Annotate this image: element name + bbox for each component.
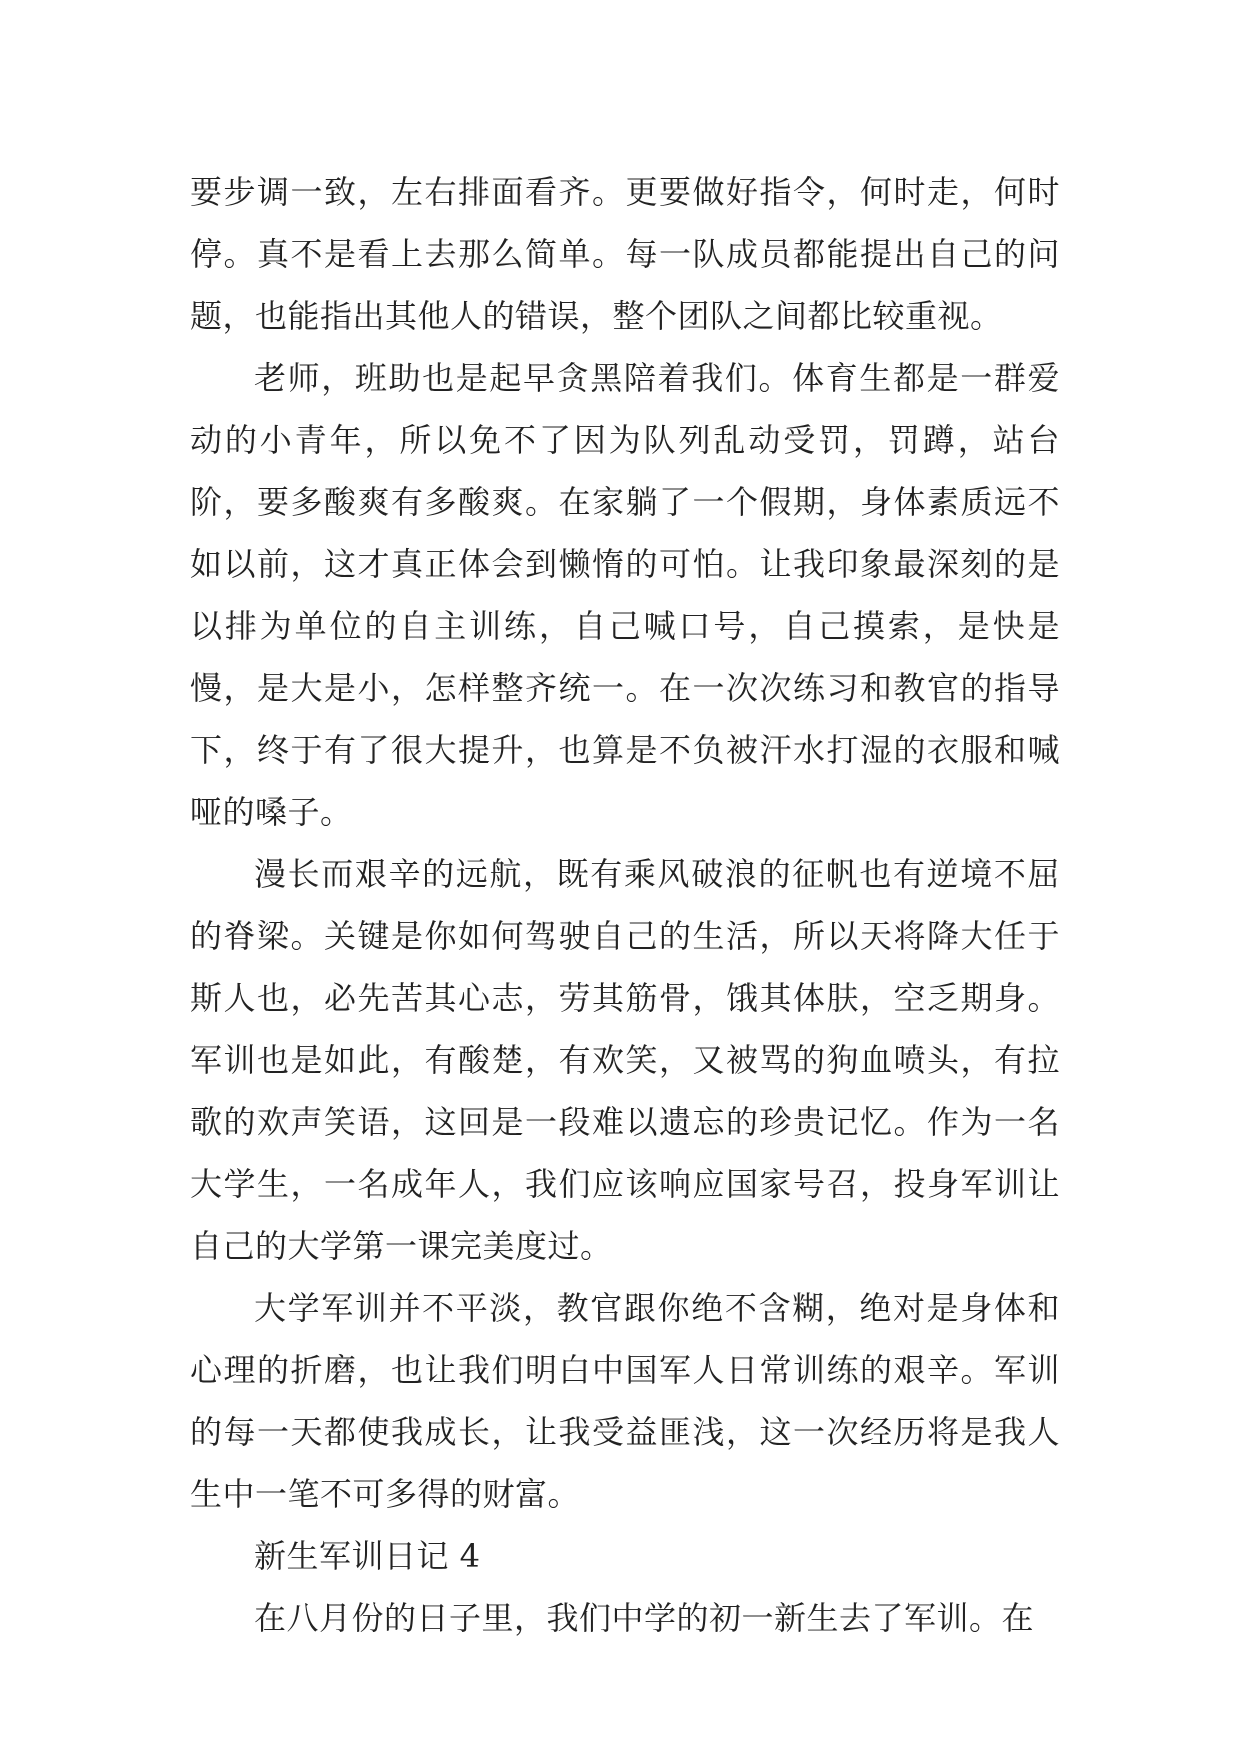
paragraph-voyage: 漫长而艰辛的远航，既有乘风破浪的征帆也有逆境不屈的脊梁。关键是你如何驾驶自己的生活，所以天将降大任于斯人也，必先苦其心志，劳其筋骨，饿其体肤，空乏期身。军训也是如此，有酸楚，有欢笑，又被骂的狗血喷头，有拉歌的欢声笑语，这回是一段难以遗忘的珍贵记忆。作为一名大学生，一名成年人，我们应该响应国家号召，投身军训让自己的大学第一课完美度过。: [190, 855, 1060, 1265]
paragraph-teachers: 老师，班助也是起早贪黑陪着我们。体育生都是一群爱动的小青年，所以免不了因为队列乱动受罚，罚蹲，站台阶，要多酸爽有多酸爽。在家躺了一个假期，身体素质远不如以前，这才真正体会到懒惰的可怕。让我印象最深刻的是以排为单位的自主训练，自己喊口号，自己摸索，是快是慢，是大是小，怎样整齐统一。在一次次练习和教官的指导下，终于有了很大提升，也算是不负被汗水打湿的衣服和喊哑的嗓子。: [190, 359, 1060, 831]
paragraph-new-section: 在八月份的日子里，我们中学的初一新生去了军训。在: [254, 1599, 1035, 1637]
paragraph-continued: 要步调一致，左右排面看齐。更要做好指令，何时走，何时停。真不是看上去那么简单。每一队成员都能提出自己的问题，也能指出其他人的错误，整个团队之间都比较重视。: [190, 173, 1060, 335]
document-body: [190, 161, 1060, 1649]
section-heading: 新生军训日记 4: [254, 1537, 481, 1575]
paragraph-conclusion: 大学军训并不平淡，教官跟你绝不含糊，绝对是身体和心理的折磨，也让我们明白中国军人日常训练的艰辛。军训的每一天都使我成长，让我受益匪浅，这一次经历将是我人生中一笔不可多得的财富。: [190, 1289, 1060, 1513]
